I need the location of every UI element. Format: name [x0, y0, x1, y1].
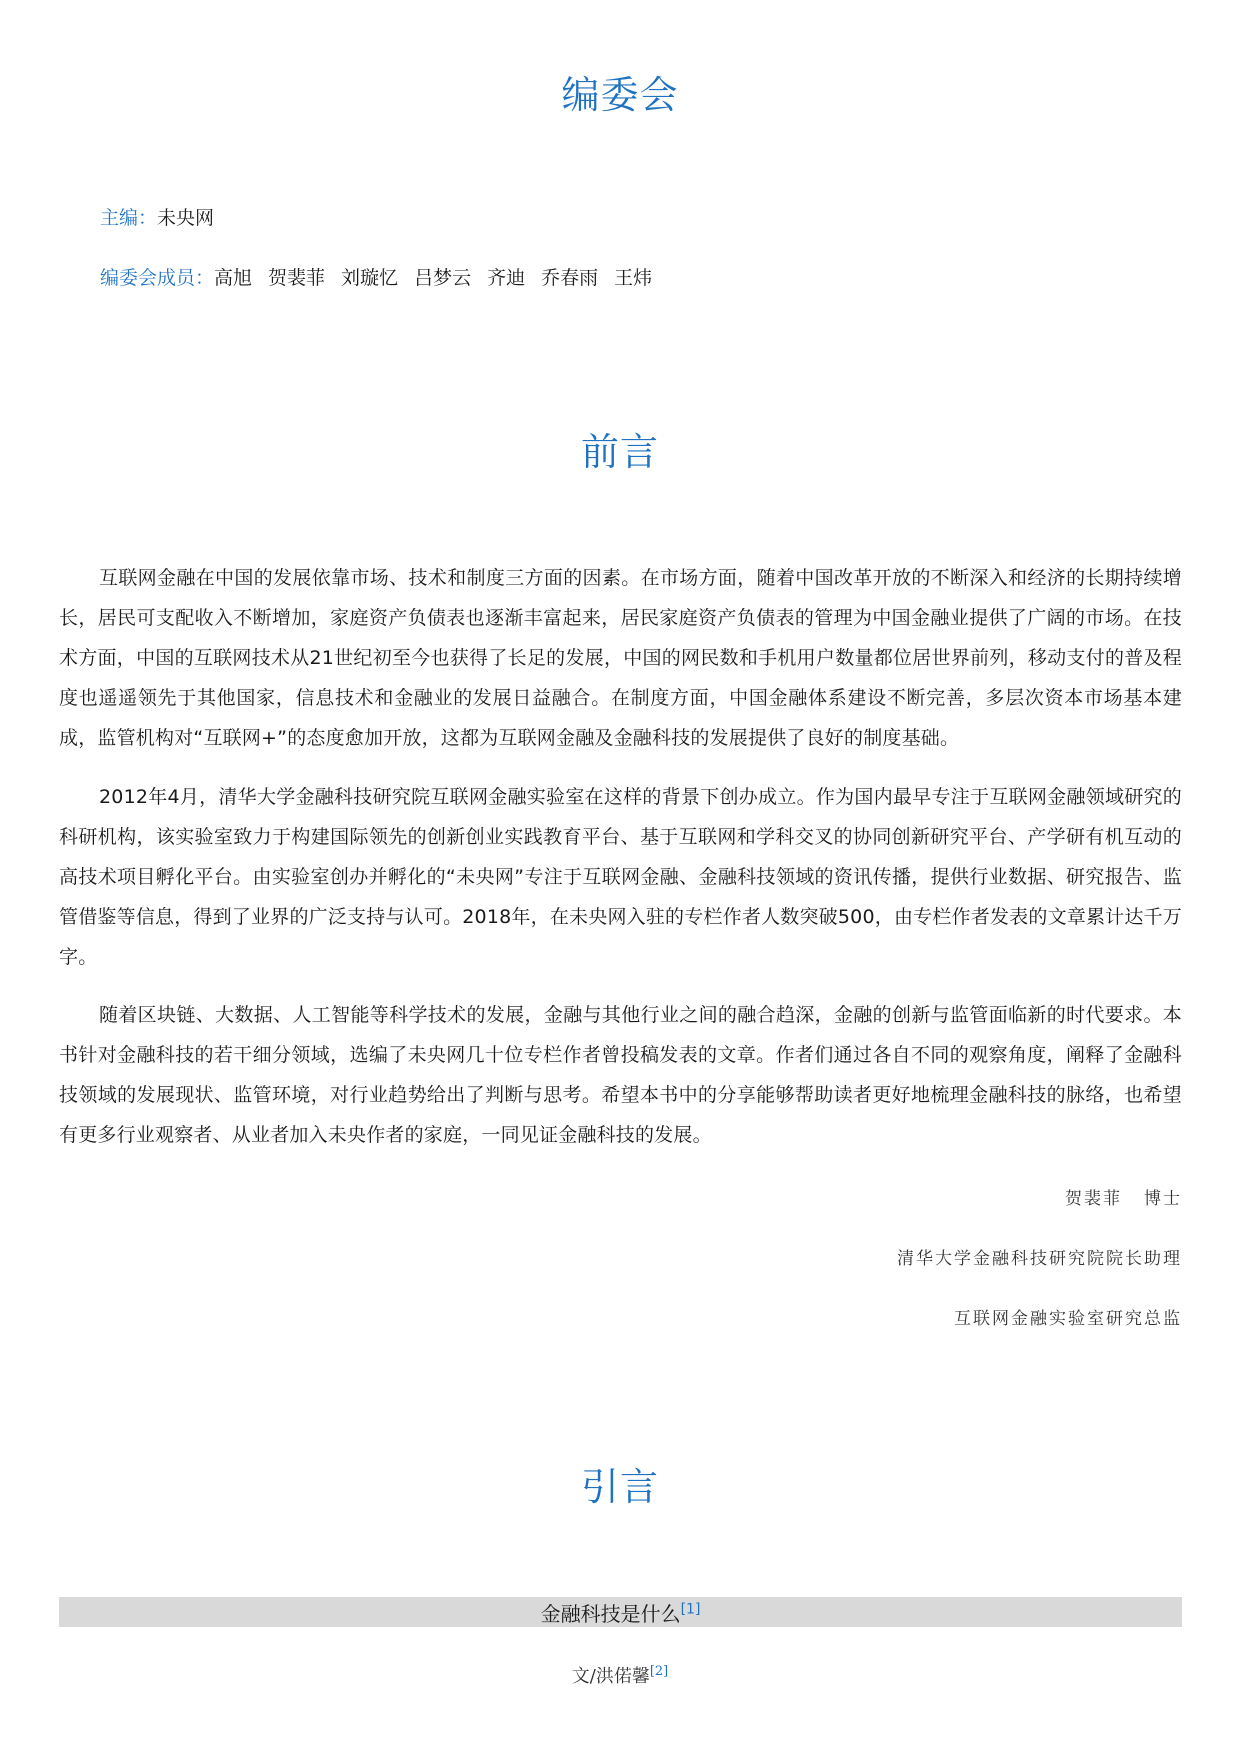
signature-name-line [1065, 1184, 1182, 1209]
preface-paragraph: 2012年4月，清华大学金融科技研究院互联网金融实验室在这样的背景下创办成立。作为国内最早专注于互联网金融领域研究的科研机构，该实验室致力于构建国际领先的创新创业实践教育平台、基于互联网和学科交叉的协同创新研究平台、产学研有机互动的高技术项目孵化平台。由实验室创办并孵化的“未央网”专注于互联网金融、金融科技领域的资讯传播，提供行业数据、研究报告、监管借鉴等信息，得到了业界的广泛支持与认可。2018年，在未央网入驻的专栏作者人数突破500，由专栏作者发表的文章累计达千万字。 [59, 786, 1182, 968]
article-byline [0, 1662, 1240, 1688]
chief-editor-row [100, 206, 214, 230]
member-name: 王炜 [614, 267, 653, 289]
byline-author: 文/洪偌馨 [571, 1666, 650, 1687]
member-name: 齐迪 [487, 267, 526, 289]
chief-editor-name: 未央网 [157, 207, 215, 229]
member-name: 高旭 [214, 267, 253, 289]
member-name: 刘璇忆 [341, 267, 399, 289]
preface-paragraph: 互联网金融在中国的发展依靠市场、技术和制度三方面的因素。在市场方面，随着中国改革开放的不断深入和经济的长期持续增长，居民可支配收入不断增加，家庭资产负债表也逐渐丰富起来，居民家庭资产负债表的管理为中国金融业提供了广阔的市场。在技术方面，中国的互联网技术从21世纪初至今也获得了长足的发展，中国的网民数和手机用户数量都位居世界前列，移动支付的普及程度也遥遥领先于其他国家，信息技术和金融业的发展日益融合。在制度方面，中国金融体系建设不断完善，多层次资本市场基本建成，监管机构对“互联网+”的态度愈加开放，这都为互联网金融及金融科技的发展提供了良好的制度基础。 [59, 567, 1182, 749]
signature-name: 贺裴菲 [1065, 1189, 1122, 1209]
signature-degree: 博士 [1144, 1189, 1182, 1209]
member-name: 乔春雨 [541, 267, 599, 289]
preface-paragraph: 随着区块链、大数据、人工智能等科学技术的发展，金融与其他行业之间的融合趋深，金融的创新与监管面临新的时代要求。本书针对金融科技的若干细分领域，选编了未央网几十位专栏作者曾投稿发表的文章。作者们通过各自不同的观察角度，阐释了金融科技领域的发展现状、监管环境，对行业趋势给出了判断与思考。希望本书中的分享能够帮助读者更好地梳理金融科技的脉络，也希望有更多行业观察者、从业者加入未央作者的家庭，一同见证金融科技的发展。 [59, 1004, 1182, 1146]
preface-title: 前言 [580, 430, 659, 474]
signature-position-2: 互联网金融实验室研究总监 [954, 1309, 1182, 1329]
member-name: 贺裴菲 [268, 267, 326, 289]
introduction-title: 引言 [580, 1465, 659, 1509]
byline-footnote-link[interactable]: [2] [649, 1664, 669, 1679]
members-label: 编委会成员： [100, 267, 215, 289]
signature-position-1: 清华大学金融科技研究院院长助理 [897, 1249, 1182, 1269]
member-name: 吕梦云 [414, 267, 472, 289]
article-title: 金融科技是什么 [540, 1602, 681, 1626]
chief-editor-label: 主编： [100, 207, 158, 229]
article-title-bar [59, 1597, 1182, 1627]
editorial-members-row [100, 266, 668, 290]
article-footnote-link[interactable]: [1] [680, 1601, 701, 1618]
editorial-title: 编委会 [561, 73, 679, 117]
